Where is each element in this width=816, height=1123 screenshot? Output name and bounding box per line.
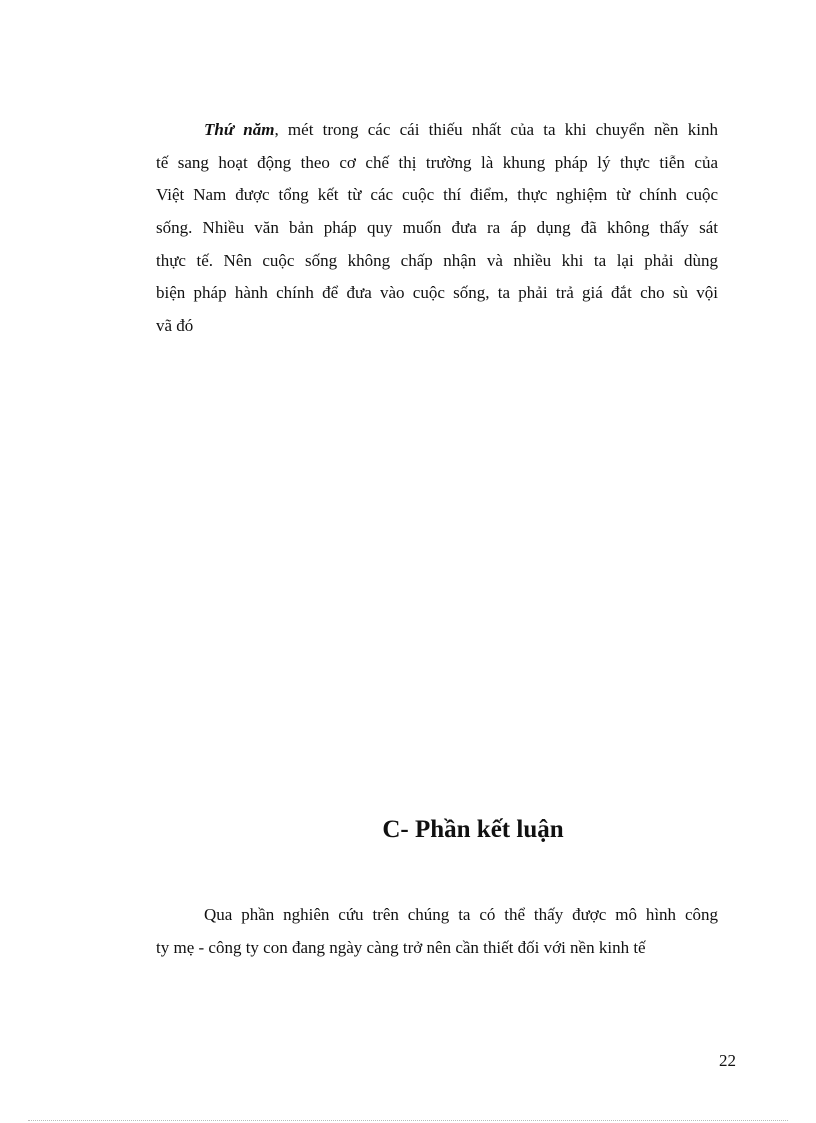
paragraph-line: Việt Nam được tổng kết từ các cuộc thí điểm, thực nghiệm từ chính cuộc [156,185,718,205]
paragraph-line: vã đó [156,316,194,336]
section-heading: C- Phần kết luận [382,816,564,843]
page-number: 22 [719,1051,736,1070]
paragraph-line-text: , mét trong các cái thiếu nhất của ta khi chuyển nền kinh [274,120,718,139]
paragraph-line: tế sang hoạt động theo cơ chế thị trường là khung pháp lý thực tiễn của [156,152,718,172]
paragraph-line: biện pháp hành chính để đưa vào cuộc sống, ta phải trả giá đắt cho sù vội [156,283,718,303]
paragraph-line: Qua phần nghiên cứu trên chúng ta có thể thấy được mô hình công [204,905,718,924]
paragraph-conclusion [156,899,718,964]
paragraph-line: sống. Nhiều văn bản pháp quy muốn đưa ra áp dụng đã không thấy sát [156,218,718,238]
footer-divider [28,1120,788,1121]
paragraph-thu-nam [156,114,718,343]
paragraph-line [156,114,718,147]
paragraph-line: ty mẹ - công ty con đang ngày càng trở nên cần thiết đối với nền kinh tế [156,937,646,957]
paragraph-line: thực tế. Nên cuộc sống không chấp nhận và nhiều khi ta lại phải dùng [156,250,718,270]
lead-term: Thứ năm [204,120,275,139]
